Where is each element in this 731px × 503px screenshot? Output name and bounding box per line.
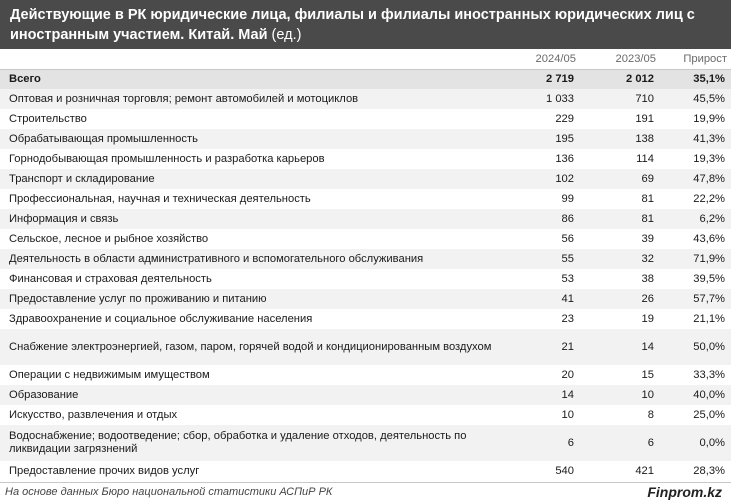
table-row	[0, 169, 731, 189]
column-header-name	[0, 49, 507, 70]
table-title: Действующие в РК юридические лица, филиалы и филиалы иностранных юридических лиц с иностранным участием. Китай. Май	[10, 7, 695, 43]
row-value-2024: 229	[507, 109, 580, 129]
row-name: Оптовая и розничная торговля; ремонт автомобилей и мотоциклов	[0, 89, 507, 109]
row-value-2024: 14	[507, 385, 580, 405]
table-unit: (ед.)	[271, 27, 302, 43]
row-name: Здравоохранение и социальное обслуживание населения	[0, 309, 507, 329]
table-row	[0, 149, 731, 169]
total-label: Всего	[0, 70, 507, 90]
total-growth: 35,1%	[660, 70, 731, 90]
row-value-2024: 55	[507, 249, 580, 269]
row-growth: 0,0%	[660, 425, 731, 461]
row-growth: 22,2%	[660, 189, 731, 209]
row-value-2024: 20	[507, 365, 580, 385]
row-growth: 19,9%	[660, 109, 731, 129]
row-name: Финансовая и страховая деятельность	[0, 269, 507, 289]
brand-logo-text: Finprom.kz	[647, 484, 722, 500]
row-name: Водоснабжение; водоотведение; сбор, обработка и удаление отходов, деятельность по ликвидации загрязнений	[0, 425, 507, 461]
row-value-2023: 421	[580, 461, 660, 481]
row-name: Сельское, лесное и рыбное хозяйство	[0, 229, 507, 249]
row-name: Операции с недвижимым имуществом	[0, 365, 507, 385]
column-header-row	[0, 49, 731, 70]
row-value-2024: 41	[507, 289, 580, 309]
table-row	[0, 461, 731, 481]
row-name: Информация и связь	[0, 209, 507, 229]
row-value-2024: 10	[507, 405, 580, 425]
row-value-2023: 14	[580, 329, 660, 365]
table-row	[0, 365, 731, 385]
row-value-2023: 138	[580, 129, 660, 149]
row-name: Обрабатывающая промышленность	[0, 129, 507, 149]
row-value-2023: 15	[580, 365, 660, 385]
row-value-2023: 69	[580, 169, 660, 189]
row-value-2023: 81	[580, 189, 660, 209]
row-growth: 21,1%	[660, 309, 731, 329]
table-row	[0, 129, 731, 149]
row-name: Искусство, развлечения и отдых	[0, 405, 507, 425]
table-footer	[0, 482, 731, 503]
row-growth: 57,7%	[660, 289, 731, 309]
source-note: На основе данных Бюро национальной статистики АСПиР РК	[5, 486, 333, 498]
data-table	[0, 49, 731, 481]
row-name: Строительство	[0, 109, 507, 129]
row-value-2024: 136	[507, 149, 580, 169]
table-row	[0, 229, 731, 249]
row-name: Профессиональная, научная и техническая деятельность	[0, 189, 507, 209]
row-growth: 40,0%	[660, 385, 731, 405]
row-growth: 47,8%	[660, 169, 731, 189]
row-value-2024: 23	[507, 309, 580, 329]
row-growth: 19,3%	[660, 149, 731, 169]
row-growth: 25,0%	[660, 405, 731, 425]
row-growth: 6,2%	[660, 209, 731, 229]
table-row	[0, 425, 731, 461]
row-value-2023: 8	[580, 405, 660, 425]
row-growth: 33,3%	[660, 365, 731, 385]
row-name: Образование	[0, 385, 507, 405]
row-value-2023: 81	[580, 209, 660, 229]
row-value-2024: 99	[507, 189, 580, 209]
row-value-2024: 6	[507, 425, 580, 461]
row-value-2024: 56	[507, 229, 580, 249]
row-value-2023: 710	[580, 89, 660, 109]
table-row	[0, 209, 731, 229]
table-body	[0, 70, 731, 482]
row-name: Снабжение электроэнергией, газом, паром, горячей водой и кондиционированным воздухом	[0, 329, 507, 365]
total-2024: 2 719	[507, 70, 580, 90]
row-value-2023: 114	[580, 149, 660, 169]
table-row	[0, 269, 731, 289]
table-row	[0, 309, 731, 329]
row-growth: 45,5%	[660, 89, 731, 109]
row-name: Деятельность в области административного и вспомогательного обслуживания	[0, 249, 507, 269]
table-row	[0, 109, 731, 129]
row-value-2023: 191	[580, 109, 660, 129]
table-row	[0, 405, 731, 425]
row-value-2024: 21	[507, 329, 580, 365]
row-name: Горнодобывающая промышленность и разработка карьеров	[0, 149, 507, 169]
row-name: Транспорт и складирование	[0, 169, 507, 189]
row-value-2024: 53	[507, 269, 580, 289]
row-value-2023: 32	[580, 249, 660, 269]
column-header-2024: 2024/05	[507, 49, 580, 70]
row-value-2024: 1 033	[507, 89, 580, 109]
row-value-2023: 6	[580, 425, 660, 461]
row-value-2024: 102	[507, 169, 580, 189]
row-value-2023: 39	[580, 229, 660, 249]
row-name: Предоставление услуг по проживанию и питанию	[0, 289, 507, 309]
table-row	[0, 189, 731, 209]
row-value-2023: 19	[580, 309, 660, 329]
column-header-2023: 2023/05	[580, 49, 660, 70]
row-value-2023: 38	[580, 269, 660, 289]
table-row	[0, 289, 731, 309]
row-growth: 41,3%	[660, 129, 731, 149]
row-value-2024: 195	[507, 129, 580, 149]
total-2023: 2 012	[580, 70, 660, 90]
row-growth: 39,5%	[660, 269, 731, 289]
row-growth: 43,6%	[660, 229, 731, 249]
row-value-2023: 26	[580, 289, 660, 309]
row-growth: 71,9%	[660, 249, 731, 269]
table-row	[0, 89, 731, 109]
row-value-2023: 10	[580, 385, 660, 405]
column-header-growth: Прирост	[660, 49, 731, 70]
table-row	[0, 329, 731, 365]
row-growth: 50,0%	[660, 329, 731, 365]
row-value-2024: 540	[507, 461, 580, 481]
table-row	[0, 385, 731, 405]
table-header-bar	[0, 0, 731, 49]
row-value-2024: 86	[507, 209, 580, 229]
table-row	[0, 249, 731, 269]
total-row	[0, 70, 731, 90]
row-growth: 28,3%	[660, 461, 731, 481]
row-name: Предоставление прочих видов услуг	[0, 461, 507, 481]
